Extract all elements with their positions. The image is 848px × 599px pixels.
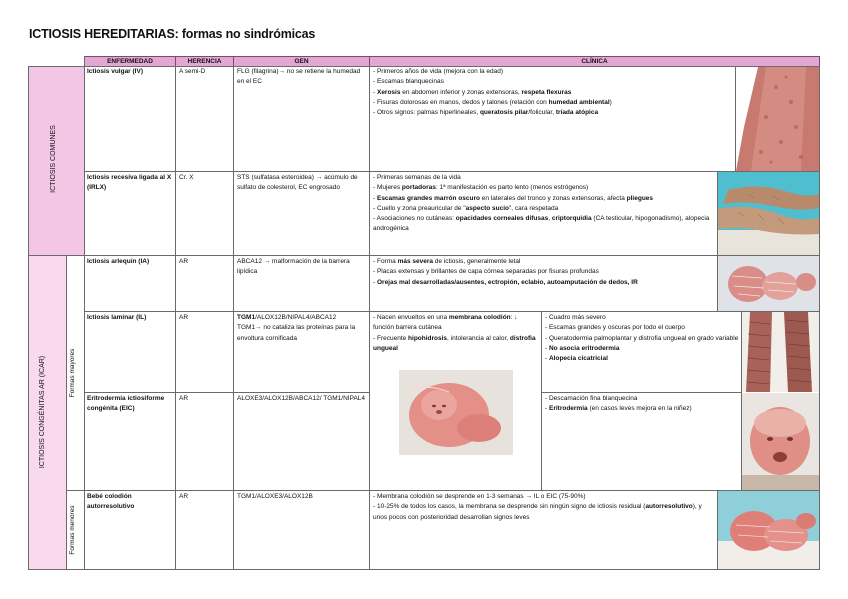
gen-vulgar: FLG (filagrina)→ no se retiene la humedad en el EC: [237, 68, 361, 86]
disease-name-recesiva: Ictiosis recesiva ligada al X (IRLX): [87, 174, 172, 192]
header-herencia: HERENCIA: [175, 56, 234, 67]
disease-name-arlequin: Ictiosis arlequín (IA): [87, 258, 150, 265]
gen-colodion: TGM1/ALOXE3/ALOX12B: [237, 493, 313, 500]
clinica-colodion: - Membrana colodión se desprende en 1-3 semanas → IL o EIC (75-90%) - 10-25% de todos los casos, la membrana se desprende sin ningún signo de ictiosis residual (autorresolutivo), y unos pocos con posterioridad desarrollan signos leves: [373, 493, 702, 521]
group-label-comunes: ICTIOSIS COMUNES: [50, 125, 57, 193]
disease-name-eic: Eritrodermia ictiosiforme congénita (EIC): [87, 395, 165, 413]
photo-recesiva: [718, 172, 819, 255]
photo-colodion-baby: [399, 370, 513, 455]
herencia-colodion: AR: [179, 493, 189, 500]
disease-name-laminar: Ictiosis laminar (IL): [87, 314, 147, 321]
gen-laminar: TGM1/ALOX12B/NIPAL4/ABCA12 TGM1→ no cataliza las proteínas para la envoltura cornificada: [237, 314, 356, 342]
herencia-eic: AR: [179, 395, 189, 402]
header-clinica: CLÍNICA: [369, 56, 820, 67]
header-enfermedad: ENFERMEDAD: [84, 56, 176, 67]
photo-colodion: [718, 491, 819, 569]
header-gen: GEN: [233, 56, 370, 67]
clinica-vulgar: - Primeros años de vida (mejora con la edad) - Escamas blanquecinas - Xerosis en abdomen inferior y zonas extensoras, respeta flexuras - Fisuras dolorosas en manos, dedos y talones (relación con humedad ambiental) - Otros signos: palmas hiperlineales, queratosis pilar/folicular, tríada atópica: [373, 68, 612, 117]
group-label-congenitas: ICTIOSIS CONGÉNITAS AR (ICAR): [39, 355, 46, 469]
clinica-recesiva: - Primeras semanas de la vida - Mujeres portadoras: 1ª manifestación es parto lento (menos estrógenos) - Escamas grandes marrón oscuro en laterales del tronco y zonas extensoras, afecta pliegues - Cuello y zona preauricular de "aspecto sucio", cara respetada - Asociaciones no cutáneas: opacidades corneales difusas, criptorquidia (CA testicular, hipogonadismo), alopecia androgénica: [373, 174, 710, 233]
subgroup-label-mayores: Formas mayores: [69, 348, 76, 398]
clinica-eic: - Descamación fina blanquecina - Eritrodermia (en casos leves mejora en la niñez): [545, 395, 692, 413]
gen-arlequin: ABCA12 → malformación de la barrera lipídica: [237, 258, 350, 276]
subgroup-label-menores: Formas menores: [69, 505, 76, 555]
clinica-shared-colodion: - Nacen envueltos en una membrana colodión: ↓ función barrera cutánea - Frecuente hipohidrosis, intolerancia al calor, distrofia ungueal: [373, 314, 536, 352]
herencia-vulgar: A semi-D: [179, 68, 206, 75]
gen-recesiva: STS (sulfatasa esteroidea) → acúmulo de sulfato de colesterol, EC engrosado: [237, 174, 358, 192]
herencia-recesiva: Cr. X: [179, 174, 194, 181]
photo-laminar: [742, 312, 819, 392]
herencia-arlequin: AR: [179, 258, 189, 265]
gen-eic: ALOXE3/ALOX12B/ABCA12/ TGM1/NIPAL4: [237, 395, 366, 402]
herencia-laminar: AR: [179, 314, 189, 321]
clinica-arlequin: - Forma más severa de ictiosis, generalmente letal - Placas extensas y brillantes de capa córnea separadas por fisuras profundas - Orejas mal desarrolladas/ausentes, ectropión, eclabio, autoamputación de dedos, IR: [373, 258, 638, 286]
disease-name-vulgar: Ictiosis vulgar (IV): [87, 68, 143, 75]
clinica-laminar: - Cuadro más severo - Escamas grandes y oscuras por todo el cuerpo - Queratodermia palmoplantar y distrofia ungueal en grado variable - No asocia eritrodermia - Alopecia cicatricial: [545, 314, 739, 363]
disease-name-colodion: Bebé colodión autorresolutivo: [87, 493, 135, 511]
photo-arlequin: [718, 256, 819, 311]
photo-vulgar: [736, 67, 819, 171]
page-title: ICTIOSIS HEREDITARIAS: formas no sindrómicas: [29, 27, 316, 41]
photo-eic: [742, 393, 819, 490]
